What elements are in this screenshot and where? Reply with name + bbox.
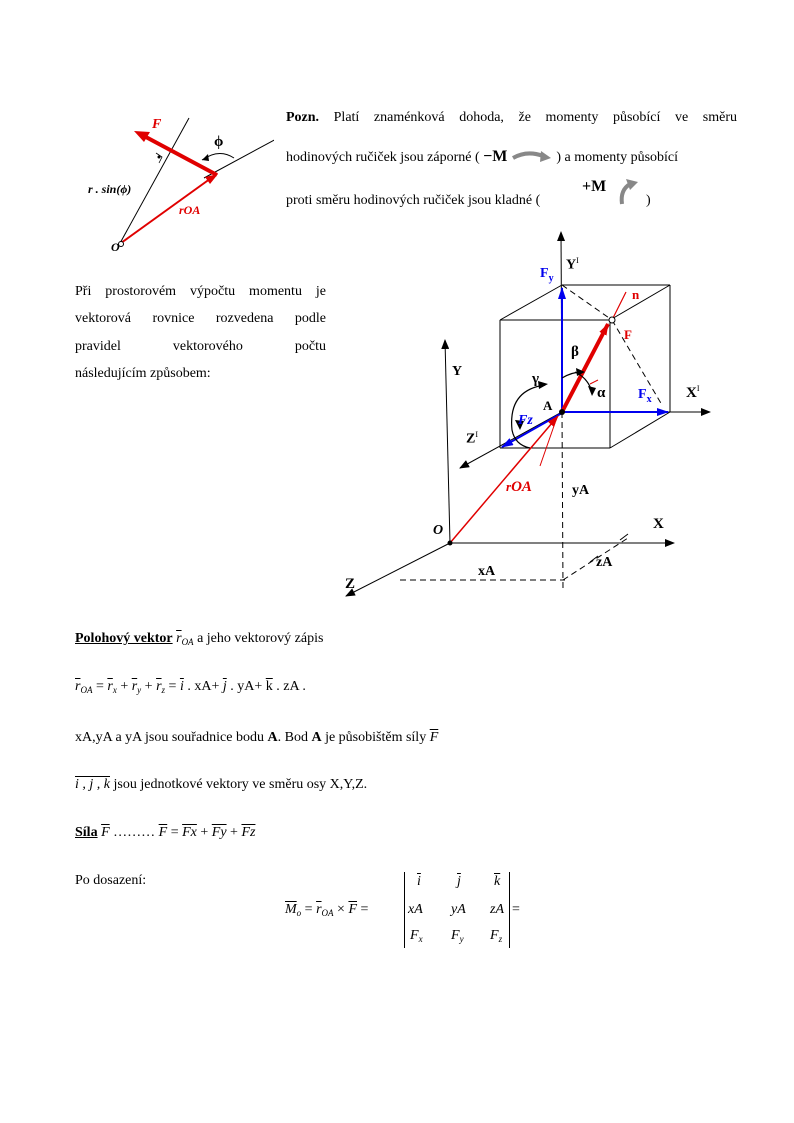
fig-small-phi: ϕ [214, 134, 224, 150]
label-Z-main: Z [345, 576, 356, 592]
label-n: n [632, 287, 640, 302]
note-line-2 [286, 148, 737, 165]
label-O-3d: O [433, 523, 444, 538]
position-vector-equation: $\overline{r}_{OA} = \overline{r}_x + \overline{r}_y + \overline{r}_z = \overline{i}$ . $xA+ \overline{j}$ . $yA+ \overline{k}$ . zA . [75, 679, 306, 695]
label-xA: xA [478, 564, 496, 579]
note-text-1: Platí znaménková dohoda, že momenty působící ve směru [333, 110, 737, 125]
label-beta: β [571, 344, 579, 360]
intro-line-1: Při prostorovém výpočtu momentu je [75, 284, 326, 299]
label-alpha: α [597, 385, 606, 401]
label-A-3d: A [543, 398, 553, 413]
fig-small-O: O [111, 240, 120, 254]
note-text-3b: ) [646, 193, 651, 208]
fig-small-F: F [152, 117, 162, 132]
label-F-3d: F [624, 327, 632, 342]
intro-line-3: pravidel vektorového počtu [75, 339, 326, 354]
minus-m-label: −M [483, 148, 508, 165]
substitution-label: Po dosazení: [75, 873, 147, 888]
note-text-2a: hodinových ručiček jsou záporné ( [286, 150, 480, 165]
determinant-equals: = [512, 902, 520, 917]
determinant-matrix: $\overline{i}$ $\overline{j}$ $\overline{k}$ xA yA zA $F_x$ $F_y$ $F_z$ [404, 872, 510, 948]
force-equation: Síla $\overline{F}$ ……… $\overline{F} = \overline{Fx} + \overline{Fy} + \overline{Fz}$ [75, 825, 256, 840]
label-yA: yA [572, 483, 590, 498]
note-line-3 [286, 194, 737, 208]
plus-m-group [582, 176, 652, 206]
label-Fx: $F_x$ [638, 387, 652, 405]
unit-vectors-text: i , j , k jsou jednotkové vektory ve směru osy X,Y,Z. [75, 777, 368, 792]
intro-line-2: vektorová rovnice rozvedena podle [75, 311, 326, 326]
intro-line-4: následujícím způsobem: [75, 366, 211, 381]
position-vector-line: Polohový vektor $\overline{r}_{OA}$ a jeho vektorový zápis [75, 631, 324, 647]
note-title: Pozn. [286, 110, 320, 125]
label-X-main: X [653, 516, 664, 532]
note-line-1 [286, 111, 737, 125]
moment-lhs: $\overline{M}_o = \overline{r}_{OA} \times \overline{F}$ = [285, 902, 369, 918]
label-gamma: γ [532, 371, 540, 387]
label-zA: zA [596, 555, 613, 570]
coordinates-text: xA,yA a yA jsou souřadnice bodu A. Bod A je působištěm síly $\overline{F}$ [75, 730, 439, 745]
fig-small-rOA: rOA [179, 203, 201, 217]
label-Y-main: Y [452, 364, 463, 379]
label-Fy: $F_y$ [540, 266, 554, 284]
counterclockwise-arrow-icon [616, 176, 642, 206]
plus-m-label: +M [582, 178, 607, 195]
label-Y-prime: $Y^I$ [566, 256, 579, 273]
label-rOA-3d: rOA [506, 479, 532, 495]
position-vector-heading: Polohový vektor [75, 631, 173, 646]
moment-arm-figure [74, 108, 274, 256]
label-Fz: Fz [518, 413, 533, 428]
fig-small-rsin: r . sin(ϕ) [88, 182, 132, 196]
note-text-3a: proti směru hodinových ručiček jsou kladné ( [286, 193, 541, 208]
label-X-prime: $X^I$ [686, 384, 700, 401]
note-text-2b: ) a momenty působící [556, 150, 679, 165]
label-Z-prime: $Z^I$ [466, 430, 479, 447]
clockwise-arrow-icon [511, 148, 553, 164]
